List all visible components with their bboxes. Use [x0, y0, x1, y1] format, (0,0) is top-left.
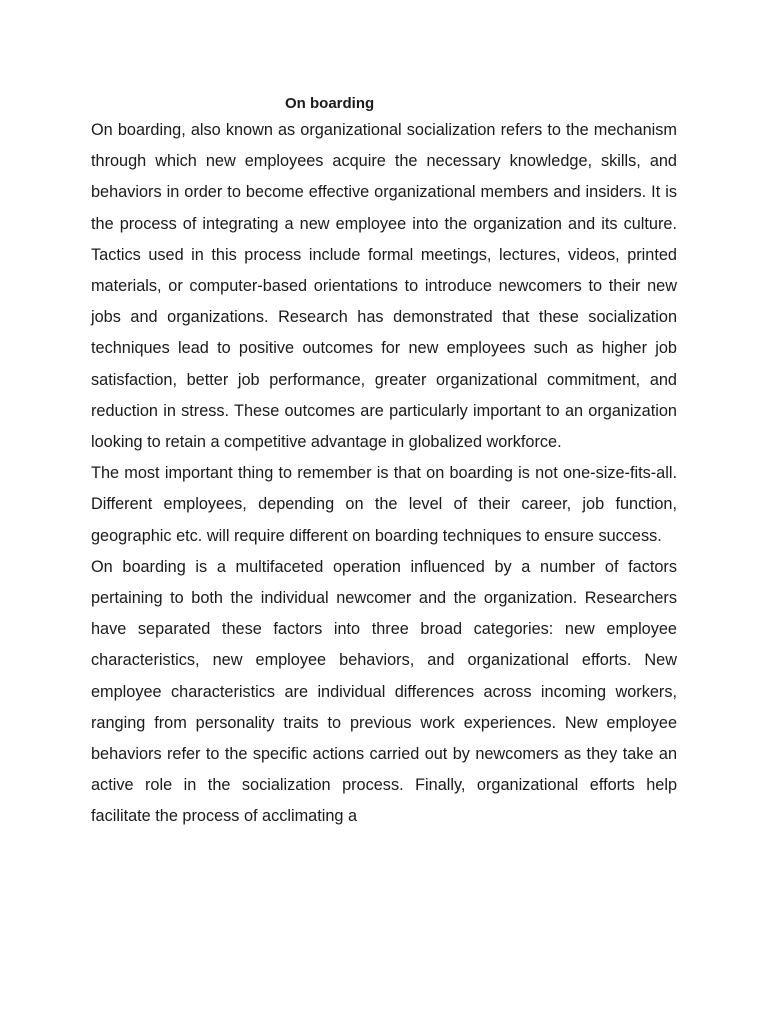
document-page	[91, 92, 677, 833]
paragraph-3: On boarding is a multifaceted operation influenced by a number of factors pertaining to both the individual newcomer and the organization. Researchers have separated these factors into three broad categories: new employee characteristics, new employee behaviors, and organizational efforts. New employee characteristics are individual differences across incoming workers, ranging from personality traits to previous work experiences. New employee behaviors refer to the specific actions carried out by newcomers as they take an active role in the socialization process. Finally, organizational efforts help facilitate the process of acclimating a	[91, 557, 677, 826]
paragraph-1: On boarding, also known as organizational socialization refers to the mechanism through which new employees acquire the necessary knowledge, skills, and behaviors in order to become effective organizational members and insiders. It is the process of integrating a new employee into the organization and its culture. Tactics used in this process include formal meetings, lectures, videos, printed materials, or computer-based orientations to introduce newcomers to their new jobs and organizations. Research has demonstrated that these socialization techniques lead to positive outcomes for new employees such as higher job satisfaction, better job performance, greater organizational commitment, and reduction in stress. These outcomes are particularly important to an organization looking to retain a competitive advantage in globalized workforce.	[91, 121, 677, 452]
paragraph-2: The most important thing to remember is that on boarding is not one-size-fits-all. Different employees, depending on the level of their career, job function, geographic etc. will require different on boarding techniques to ensure success.	[91, 464, 677, 545]
document-title: On boarding	[285, 95, 375, 112]
